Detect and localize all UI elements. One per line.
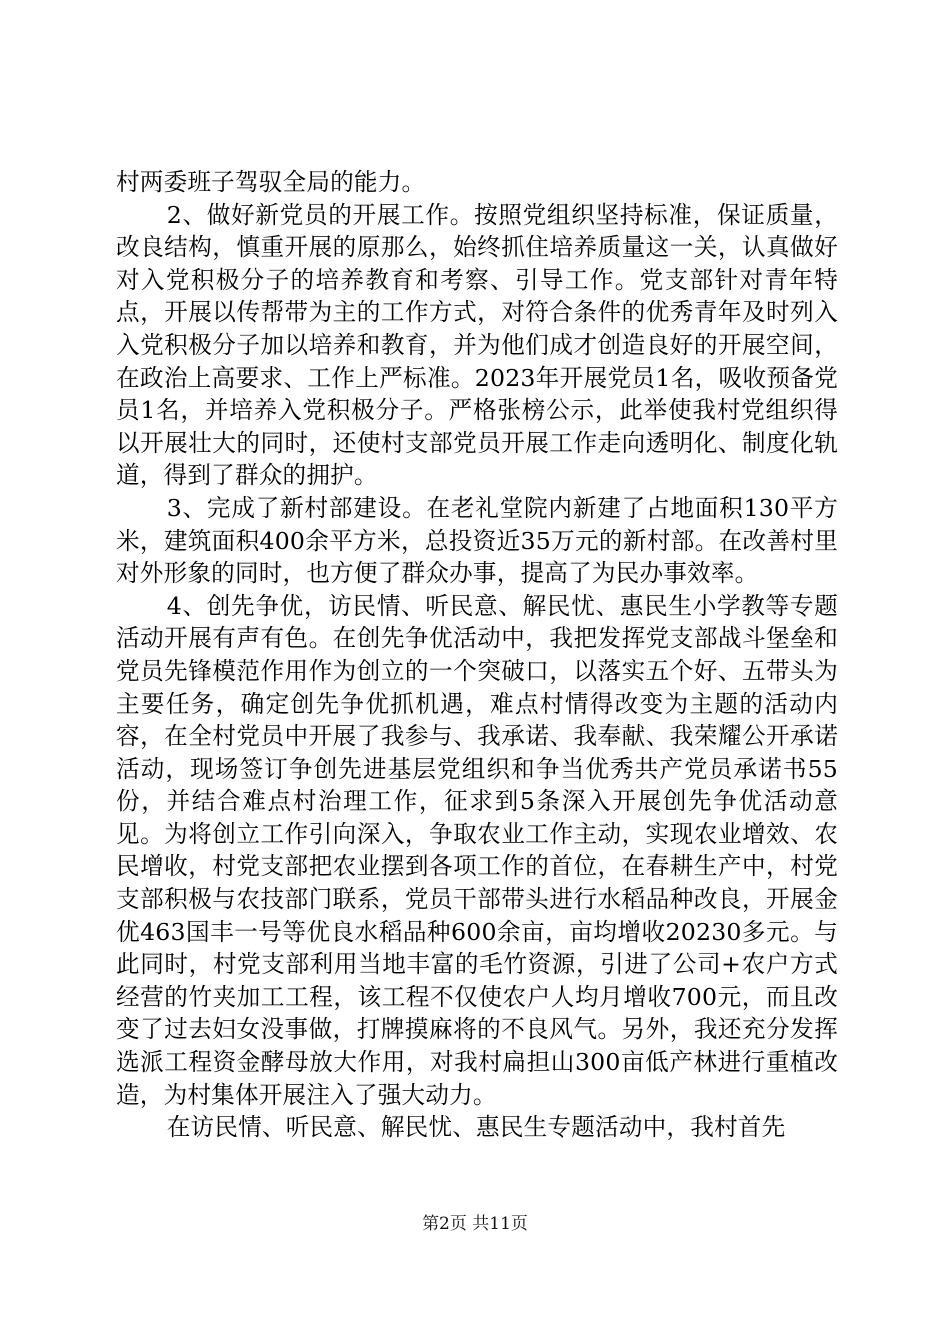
paragraph-3: 3、完成了新村部建设。在老礼堂院内新建了占地面积130平方米，建筑面积400余平方米，总投资近35万元的新村部。在改善村里对外形象的同时，也方便了群众办事，提高了为民办事效率。 [116,493,838,588]
document-body [116,166,838,1144]
paragraph-1: 村两委班子驾驭全局的能力。 [116,168,426,196]
paragraph-2: 2、做好新党员的开展工作。按照党组织坚持标准，保证质量，改良结构，慎重开展的原那么，始终抓住培养质量这一关，认真做好对入党积极分子的培养教育和考察、引导工作。党支部针对青年特点，开展以传帮带为主的工作方式，对符合条件的优秀青年及时列入入党积极分子加以培养和教育，并为他们成才创造良好的开展空间，在政治上高要求、工作上严标准。2023年开展党员1名，吸收预备党员1名，并培养入党积极分子。严格张榜公示，此举使我村党组织得以开展壮大的同时，还使村支部党员开展工作走向透明化、制度化轨道，得到了群众的拥护。 [116,200,838,490]
paragraph-5: 在访民情、听民意、解民忧、惠民生专题活动中，我村首先 [166,1113,786,1142]
paragraph-4: 4、创先争优，访民情、听民意、解民忧、惠民生小学教等专题活动开展有声有色。在创先争优活动中，我把发挥党支部战斗堡垒和党员先锋模范作用作为创立的一个突破口，以落实五个好、五带头为主要任务，确定创先争优抓机遇，难点村情得改变为主题的活动内容，在全村党员中开展了我参与、我承诺、我奉献、我荣耀公开承诺活动，现场签订争创先进基层党组织和争当优秀共产党员承诺书55份，并结合难点村治理工作，征求到5条深入开展创先争优活动意见。为将创立工作引向深入，争取农业工作主动，实现农业增效、农民增收，村党支部把农业摆到各项工作的首位，在春耕生产中，村党支部积极与农技部门联系，党员干部带头进行水稻品种改良，开展金优463国丰一号等优良水稻品种600余亩，亩均增收20230多元。与此同时，村党支部利用当地丰富的毛竹资源，引进了公司+农户方式经营的竹夹加工工程，该工程不仅使农户人均月增收700元，而且改变了过去妇女没事做，打牌摸麻将的不良风气。另外，我还充分发挥选派工程资金酵母放大作用，对我村扁担山300亩低产林进行重植改造，为村集体开展注入了强大动力。 [116,591,838,1109]
page-number-footer: 第2页 共11页 [422,1214,528,1234]
